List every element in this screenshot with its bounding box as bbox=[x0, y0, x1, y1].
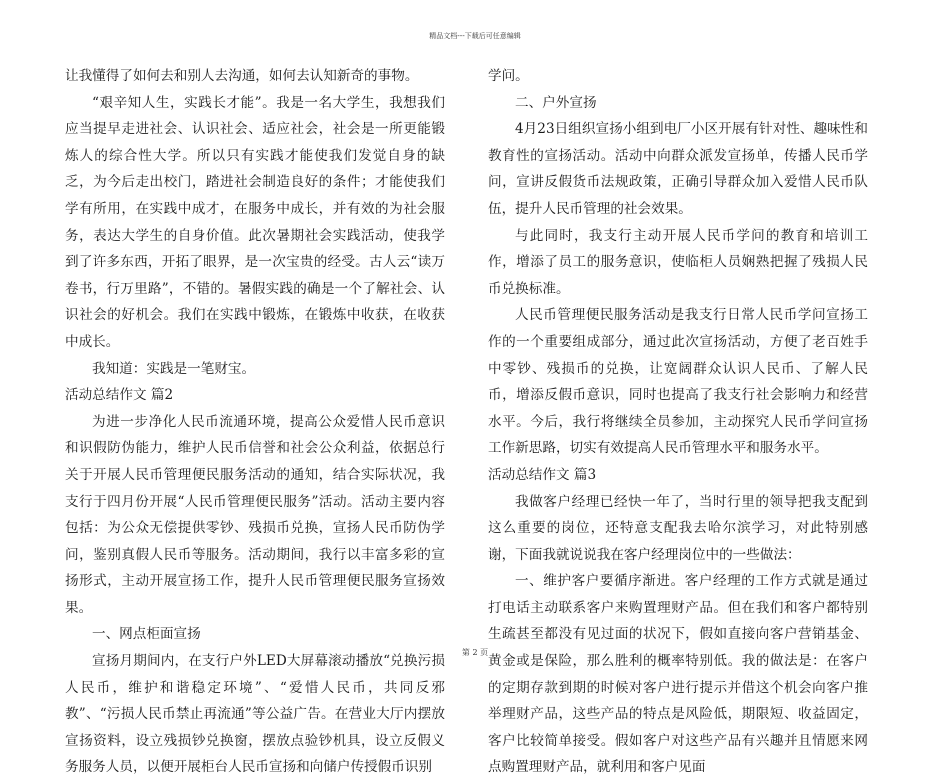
paragraph: 我知道：实践是一笔财宝。 bbox=[92, 360, 256, 377]
paragraph: 为进一步净化人民币流通环境，提高公众爱惜人民币意识和识假防伪能力，维护人民币信誉和社会公众利益，依据总行关于开展人民币管理便民服务活动的通知，结合实际状况，我支行于四月份开展“人民币管理便民服务”活动。活动主要内容包括：为公众无偿提供零钞、残损币兑换，宣扬人民币防伪学问，鉴别真假人民币等服务。活动期间，我行以丰富多彩的宣扬形式，主动开展宣扬工作，提升人民币管理便民服务宣扬效果。 bbox=[65, 413, 445, 616]
paragraph: 我做客户经理已经快一年了，当时行里的领导把我支配到这么重要的岗位，还特意支配我去哈尔滨学习，对此特别感谢，下面我就说说我在客户经理岗位中的一些做法： bbox=[488, 493, 868, 563]
section-heading: 活动总结作文 篇3 bbox=[488, 466, 597, 483]
paragraph: 与此同时，我支行主动开展人民币学问的教育和培训工作，增添了员工的服务意识，使临柜人员娴熟把握了残损人民币兑换标准。 bbox=[488, 227, 868, 297]
paragraph: 让我懂得了如何去和别人去沟通，如何去认知新奇的事物。 bbox=[65, 68, 419, 84]
paragraph: 二、户外宣扬 bbox=[515, 94, 597, 111]
paragraph: “艰辛知人生，实践长才能”。我是一名大学生，我想我们应当提早走进社会、认识社会、适应社会，社会是一所更能锻炼人的综合性大学。所以只有实践才能使我们发觉自身的缺乏，为今后走出校门，踏进社会制造良好的条件；才能使我们学有所用，在实践中成才，在服务中成长，并有效的为社会服务，表达大学生的自身价值。此次暑期社会实践活动，使我学到了许多东西，开拓了眼界，是一次宝贵的经受。古人云“读万卷书，行万里路”，不错的。暑假实践的确是一个了解社会、认识社会的好机会。我们在实践中锻炼，在锻炼中收获，在收获中成长。 bbox=[65, 94, 445, 350]
paragraph: 一、网点柜面宣扬 bbox=[92, 626, 201, 643]
paragraph: 一、维护客户要循序渐进。客户经理的工作方式就是通过打电话主动联系客户来购置理财产品。但在我们和客户都特别生疏甚至都没有见过面的状况下，假如直接向客户营销基金、黄金或是保险，那么胜利的概率特别低。我的做法是：在客户的定期存款到期的时候对客户进行提示并借这个机会向客户推举理财产品，这些产品的特点是风险低，期限短、收益固定，客户比较简单接受。假如客户对这些产品有兴趣并且情愿来网点购置理财产品，就利用和客户见面 bbox=[488, 573, 868, 776]
left-column bbox=[65, 63, 445, 781]
paragraph: 人民币管理便民服务活动是我支行日常人民币学问宣扬工作的一个重要组成部分，通过此次宣扬活动，方便了老百姓手中零钞、残损币的兑换，让宽阔群众认识人民币、了解人民币，增添反假币意识，同时也提高了我支行社会影响力和经营水平。今后，我行将继续全员参加，主动探究人民币学问宣扬工作新思路，切实有效提高人民币管理水平和服务水平。 bbox=[488, 307, 868, 457]
paragraph: 4月23日组织宣扬小组到电厂小区开展有针对性、趣味性和教育性的宣扬活动。活动中向群众派发宣扬单，传播人民币学问，宣讲反假货币法规政策，正确引导群众加入爱惜人民币队伍，提升人民币管理的社会效果。 bbox=[488, 121, 868, 217]
paragraph: 宣扬月期间内，在支行户外LED大屏幕滚动播放“兑换污损人民币，维护和谐稳定环境”、“爱惜人民币，共同反邪教”、“污损人民币禁止再流通”等公益广告。在营业大厅内摆放宣扬资料，设立残损钞兑换窗，摆放点验钞机具，设立反假义务服务人员，以便开展柜台人民币宣扬和向储户传授假币识别 bbox=[65, 653, 445, 776]
right-column bbox=[488, 63, 868, 781]
page-header: 精品文档---下载后可任意编辑 bbox=[429, 32, 521, 40]
paragraph: 学问。 bbox=[488, 68, 529, 84]
page-number: 第 2 页 bbox=[461, 648, 489, 657]
section-heading: 活动总结作文 篇2 bbox=[65, 387, 174, 404]
